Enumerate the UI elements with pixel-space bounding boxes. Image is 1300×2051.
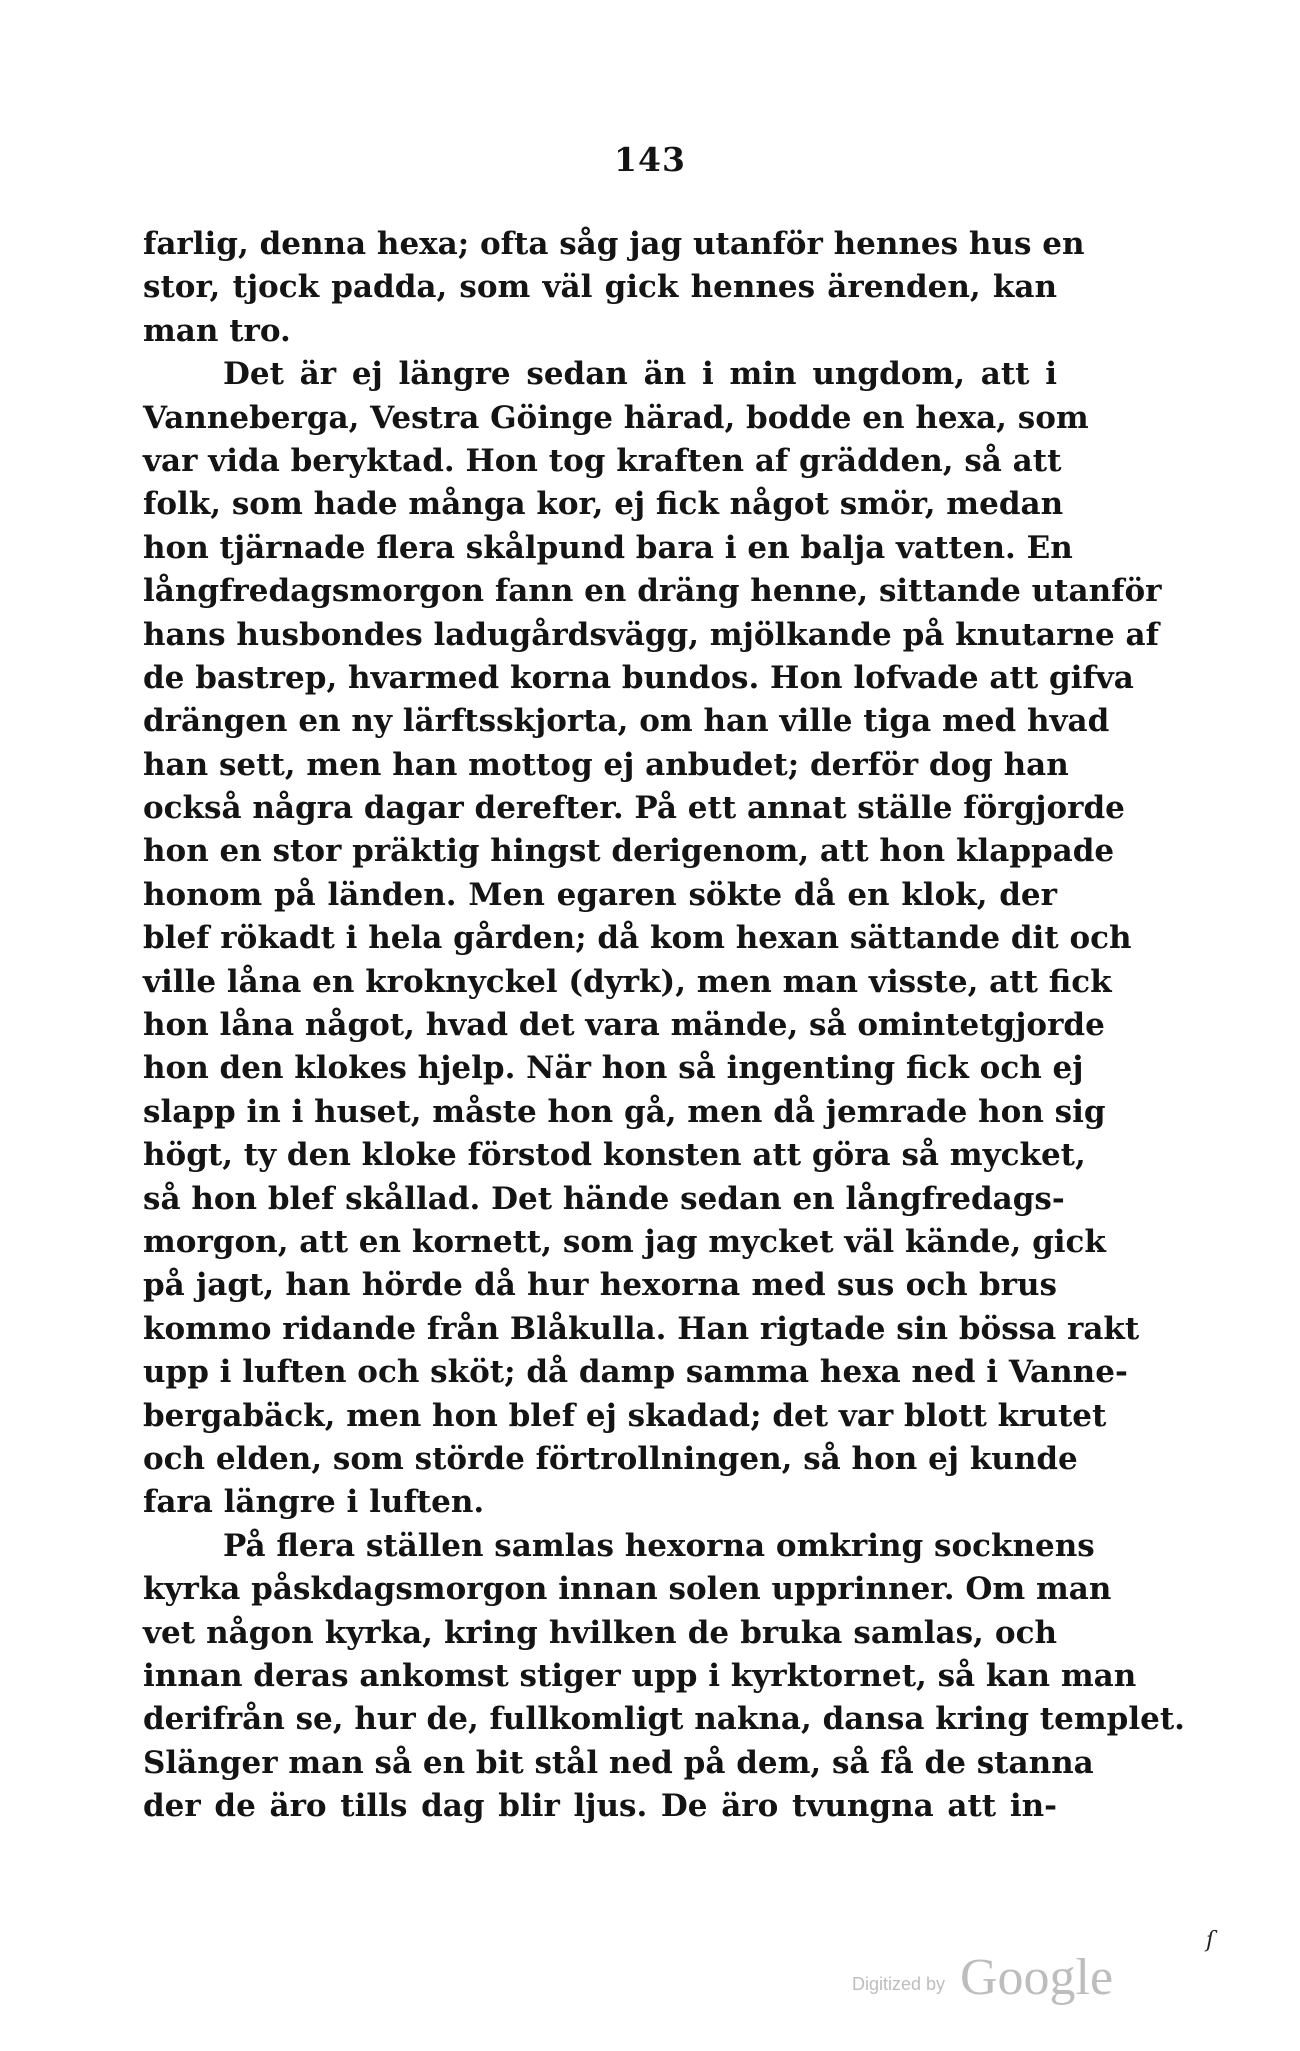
text-line: slapp in i huset, måste hon gå, men då jemrade hon sig [143, 1093, 1106, 1130]
text-line: morgon, att en kornett, som jag mycket väl kände, gick [143, 1223, 1106, 1260]
text-line: hon tjärnade flera skålpund bara i en balja vatten. En [143, 529, 1073, 566]
text-line: långfredagsmorgon fann en dräng henne, sittande utanför [143, 573, 1162, 610]
text-line: Det är ej längre sedan än i min ungdom, att i [223, 356, 1057, 393]
text-line: bergabäck, men hon blef ej skadad; det var blott krutet [143, 1397, 1107, 1434]
text-line: kommo ridande från Blåkulla. Han rigtade sin bössa rakt [143, 1310, 1140, 1347]
text-line: blef rökadt i hela gården; då kom hexan sättande dit och [143, 920, 1132, 957]
text-line: så hon blef skållad. Det hände sedan en långfredags- [143, 1180, 1065, 1217]
text-line: ville låna en kroknyckel (dyrk), men man visste, att fick [143, 963, 1112, 1000]
text-line: drängen en ny lärftsskjorta, om han ville tiga med hvad [143, 703, 1110, 740]
text-line: Slänger man så en bit stål ned på dem, så få de stanna [143, 1744, 1094, 1781]
page-number: 143 [614, 140, 686, 179]
text-line: han sett, men han mottog ej anbudet; derför dog han [143, 746, 1069, 783]
text-line: innan deras ankomst stiger upp i kyrktornet, så kan man [143, 1657, 1137, 1694]
text-line: man tro. [143, 312, 291, 349]
text-line: högt, ty den kloke förstod konsten att göra så mycket, [143, 1137, 1086, 1174]
text-line: och elden, som störde förtrollningen, så hon ej kunde [143, 1440, 1078, 1477]
text-line: vet någon kyrka, kring hvilken de bruka samlas, och [143, 1614, 1057, 1651]
text-line: också några dagar derefter. På ett annat ställe förgjorde [143, 790, 1125, 827]
watermark-prefix: Digitized by [852, 1974, 946, 1994]
text-line: på jagt, han hörde då hur hexorna med sus och brus [143, 1267, 1057, 1304]
text-line: hans husbondes ladugårdsvägg, mjölkande på knutarne af [143, 616, 1159, 653]
google-logo: Google [960, 1949, 1114, 2006]
text-line: hon den klokes hjelp. När hon så ingenting fick och ej [143, 1050, 1084, 1087]
text-line: derifrån se, hur de, fullkomligt nakna, dansa kring templet. [143, 1701, 1185, 1738]
margin-mark: ſ [1206, 1928, 1215, 1953]
text-line: de bastrep, hvarmed korna bundos. Hon lofvade att gifva [143, 659, 1134, 696]
body-text [143, 223, 1185, 1828]
text-line: farlig, denna hexa; ofta såg jag utanför hennes hus en [143, 226, 1085, 262]
text-line: var vida beryktad. Hon tog kraften af grädden, så att [143, 442, 1062, 479]
text-line: På flera ställen samlas hexorna omkring socknens [223, 1527, 1095, 1564]
text-line: fara längre i luften. [143, 1484, 485, 1521]
text-line: hon en stor präktig hingst derigenom, att hon klappade [143, 833, 1115, 870]
digitized-watermark [852, 1948, 1112, 2008]
text-line: folk, som hade många kor, ej fick något smör, medan [143, 486, 1064, 523]
text-line: stor, tjock padda, som väl gick hennes ärenden, kan [143, 269, 1057, 306]
text-line: kyrka påskdagsmorgon innan solen upprinner. Om man [143, 1571, 1112, 1608]
text-line: der de äro tills dag blir ljus. De äro tvungna att in- [143, 1788, 1057, 1825]
text-line: hon låna något, hvad det vara mände, så omintetgjorde [143, 1007, 1105, 1044]
text-line: upp i luften och sköt; då damp samma hexa ned i Vanne- [143, 1354, 1128, 1391]
text-line: Vanneberga, Vestra Göinge härad, bodde en hexa, som [143, 399, 1089, 436]
text-line: honom på länden. Men egaren sökte då en klok, der [143, 876, 1057, 913]
